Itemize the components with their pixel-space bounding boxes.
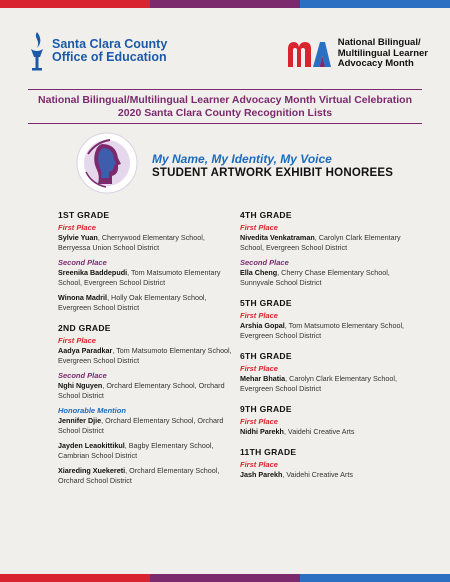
grade-block-9th [240, 404, 420, 437]
honoree-school: , Vaidehi Creative Arts [283, 427, 355, 436]
honoree-school: , Holly Oak Elementary School, Evergreen School District [58, 293, 207, 312]
honoree-name: Nidhi Parekh [240, 427, 284, 436]
my-name-my-identity-badge [76, 132, 138, 194]
place-label: First Place [58, 223, 96, 232]
honoree-name: Nghi Nguyen [58, 381, 103, 390]
grade-block-6th [240, 351, 420, 394]
honoree-name: Jennifer Djie [58, 416, 102, 425]
honoree-school: , Orchard Elementary School, Orchard School District [58, 416, 224, 435]
honoree-entry [58, 381, 238, 401]
honoree-entry [58, 233, 238, 253]
grade-heading: 4TH GRADE [240, 210, 292, 220]
place-label: First Place [58, 336, 96, 345]
nbml-logo [286, 38, 428, 70]
place-label: Honorable Mention [58, 406, 126, 415]
honoree-school: , Cherry Chase Elementary School, Sunnyvale School District [240, 268, 390, 287]
grade-heading: 5TH GRADE [240, 298, 292, 308]
place-label: First Place [240, 311, 278, 320]
grade-block-11th [240, 447, 420, 480]
place-label: First Place [240, 460, 278, 469]
ma-logo-mark [286, 39, 332, 69]
honoree-entry [240, 427, 420, 437]
banner-line1: National Bilingual/Multilingual Learner Advocacy Month Virtual Celebration [38, 94, 412, 106]
honoree-entry [58, 346, 238, 366]
honoree-name: Ella Cheng [240, 268, 278, 277]
grade-heading: 11TH GRADE [240, 447, 297, 457]
honoree-entry [58, 466, 238, 486]
theme-title: My Name, My Identity, My Voice [152, 152, 332, 166]
honoree-name: Winona Madril [58, 293, 108, 302]
place-label: Second Place [58, 258, 107, 267]
place-label: First Place [240, 364, 278, 373]
divider [28, 123, 422, 124]
grade-heading: 1ST GRADE [58, 210, 110, 220]
place-label: First Place [240, 223, 278, 232]
honoree-name: Aadya Paradkar [58, 346, 113, 355]
honoree-school: , Vaidehi Creative Arts [282, 470, 353, 479]
honoree-name: Arshia Gopal [240, 321, 285, 330]
honoree-school: , Tom Matsumoto Elementary School, Evergreen School District [240, 321, 405, 340]
nbml-line3: Advocacy Month [337, 58, 414, 69]
honoree-name: Sreenika Baddepudi [58, 268, 128, 277]
divider [28, 89, 422, 90]
place-label: First Place [240, 417, 278, 426]
honoree-entry [58, 416, 238, 436]
nbml-line1: National Bilingual/ [337, 37, 421, 48]
place-label: Second Place [240, 258, 289, 267]
honoree-name: Sylvie Yuan [58, 233, 98, 242]
grade-block-5th [240, 298, 420, 341]
grade-heading: 6TH GRADE [240, 351, 292, 361]
grade-block-4th [240, 210, 420, 288]
header [28, 30, 428, 80]
honoree-school: , Tom Matsumoto Elementary School, Evergreen School District [58, 268, 221, 287]
top-color-stripe [0, 0, 450, 8]
honoree-name: Nivedita Venkatraman [240, 233, 315, 242]
sccoe-line1: Santa Clara County [52, 37, 168, 51]
honoree-entry [240, 374, 420, 394]
exhibit-title: STUDENT ARTWORK EXHIBIT HONOREES [152, 167, 394, 179]
honoree-school: , Bagby Elementary School, Cambrian School District [58, 441, 214, 460]
honoree-entry [240, 321, 420, 341]
honoree-name: Jayden Leaokittikul [58, 441, 125, 450]
honoree-entry [240, 268, 420, 288]
honoree-school: , Orchard Elementary School, Orchard School District [58, 466, 220, 485]
bottom-color-stripe [0, 574, 450, 582]
honoree-name: Mehar Bhatia [240, 374, 286, 383]
grade-heading: 2ND GRADE [58, 323, 111, 333]
honoree-entry [58, 293, 238, 313]
honoree-name: Jash Parekh [240, 470, 283, 479]
honoree-school: , Orchard Elementary School, Orchard School District [58, 381, 225, 400]
torch-icon [28, 30, 46, 72]
honoree-school: , Cherrywood Elementary School, Berryessa Union School District [58, 233, 205, 252]
grade-block-1st [58, 210, 238, 313]
left-column [58, 210, 238, 496]
honoree-entry [58, 441, 238, 461]
sccoe-line2: Office of Education [52, 50, 167, 64]
honoree-school: , Carolyn Clark Elementary School, Evergreen School District [240, 233, 401, 252]
banner-title [0, 94, 450, 120]
sccoe-logo [28, 30, 167, 72]
honoree-entry [240, 470, 420, 480]
nbml-line2: Multilingual Learner [337, 47, 428, 59]
honoree-entry [240, 233, 420, 253]
place-label: Second Place [58, 371, 107, 380]
honoree-school: , Tom Matsumoto Elementary School, Evergreen School District [58, 346, 232, 365]
grade-heading: 9TH GRADE [240, 404, 292, 414]
honoree-school: , Carolyn Clark Elementary School, Evergreen School District [240, 374, 397, 393]
right-column [240, 210, 420, 490]
honoree-entry [58, 268, 238, 288]
grade-block-2nd [58, 323, 238, 486]
honoree-name: Xiareding Xuekereti [58, 466, 126, 475]
banner-line2: 2020 Santa Clara County Recognition Lists [117, 107, 333, 119]
